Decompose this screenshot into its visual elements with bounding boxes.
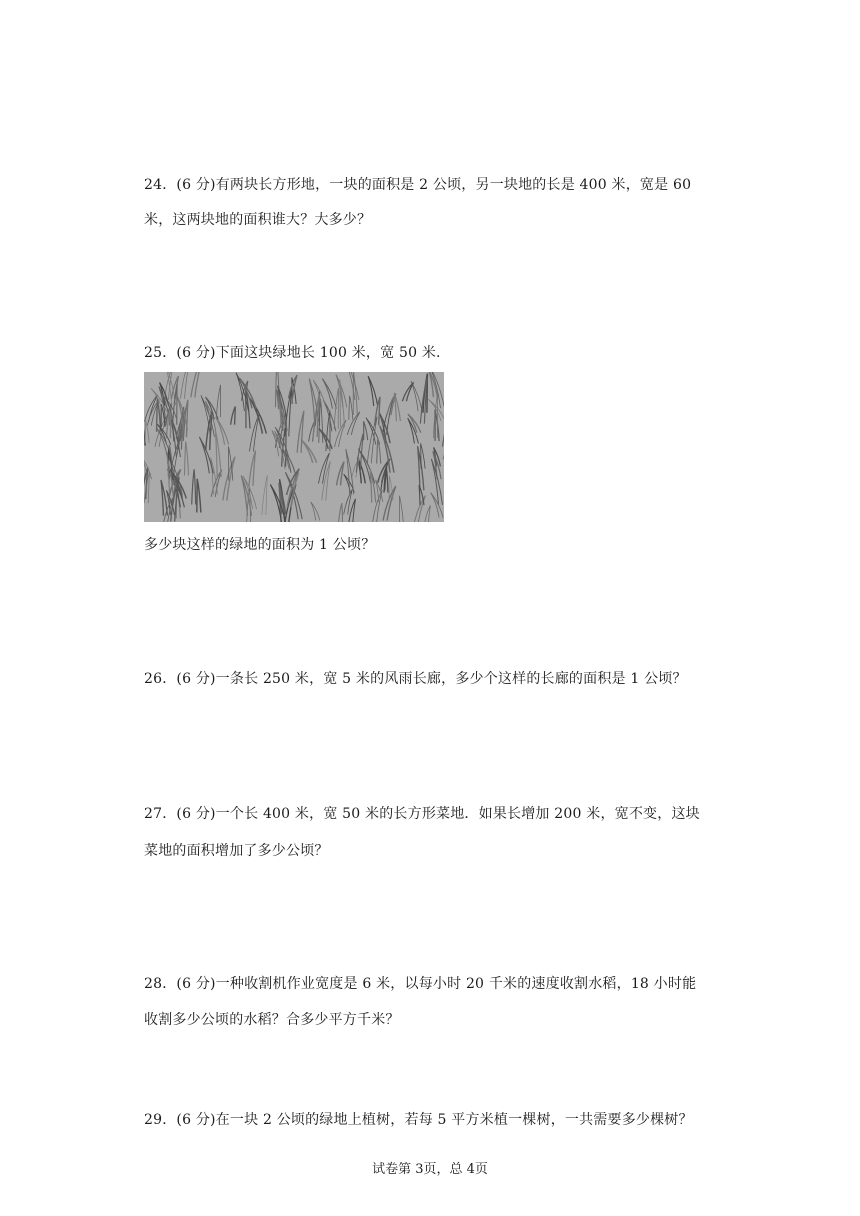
question-text-line: 24．(6 分)有两块长方形地，一块的面积是 2 公顷，另一块地的长是 400 米，宽是 60 xyxy=(144,177,692,193)
question-text-line: 多少块这样的绿地的面积为 1 公顷？ xyxy=(144,537,376,553)
question-text-line: 25．(6 分)下面这块绿地长 100 米，宽 50 米. xyxy=(144,345,441,361)
question-text-line: 28．(6 分)一种收割机作业宽度是 6 米，以每小时 20 千米的速度收割水稻，18 小时能 xyxy=(144,976,697,992)
page-footer: 试卷第 3页，总 4页 xyxy=(372,1162,488,1177)
question-text-line: 菜地的面积增加了多少公顷？ xyxy=(144,843,329,859)
question-text-line: 26．(6 分)一条长 250 米，宽 5 米的风雨长廊，多少个这样的长廊的面积是 1 公顷？ xyxy=(144,671,687,687)
question-text-line: 收割多少公顷的水稻？合多少平方千米？ xyxy=(144,1012,400,1028)
question-text-line: 米，这两块地的面积谁大？大多少？ xyxy=(144,212,372,228)
question-text-line: 27．(6 分)一个长 400 米，宽 50 米的长方形菜地．如果长增加 200 米，宽不变，这块 xyxy=(144,806,700,822)
grass-field-image xyxy=(144,372,444,522)
grass-drawing xyxy=(144,372,444,522)
question-text-line: 29．(6 分)在一块 2 公顷的绿地上植树，若每 5 平方米植一棵树，一共需要多少棵树？ xyxy=(144,1112,693,1128)
